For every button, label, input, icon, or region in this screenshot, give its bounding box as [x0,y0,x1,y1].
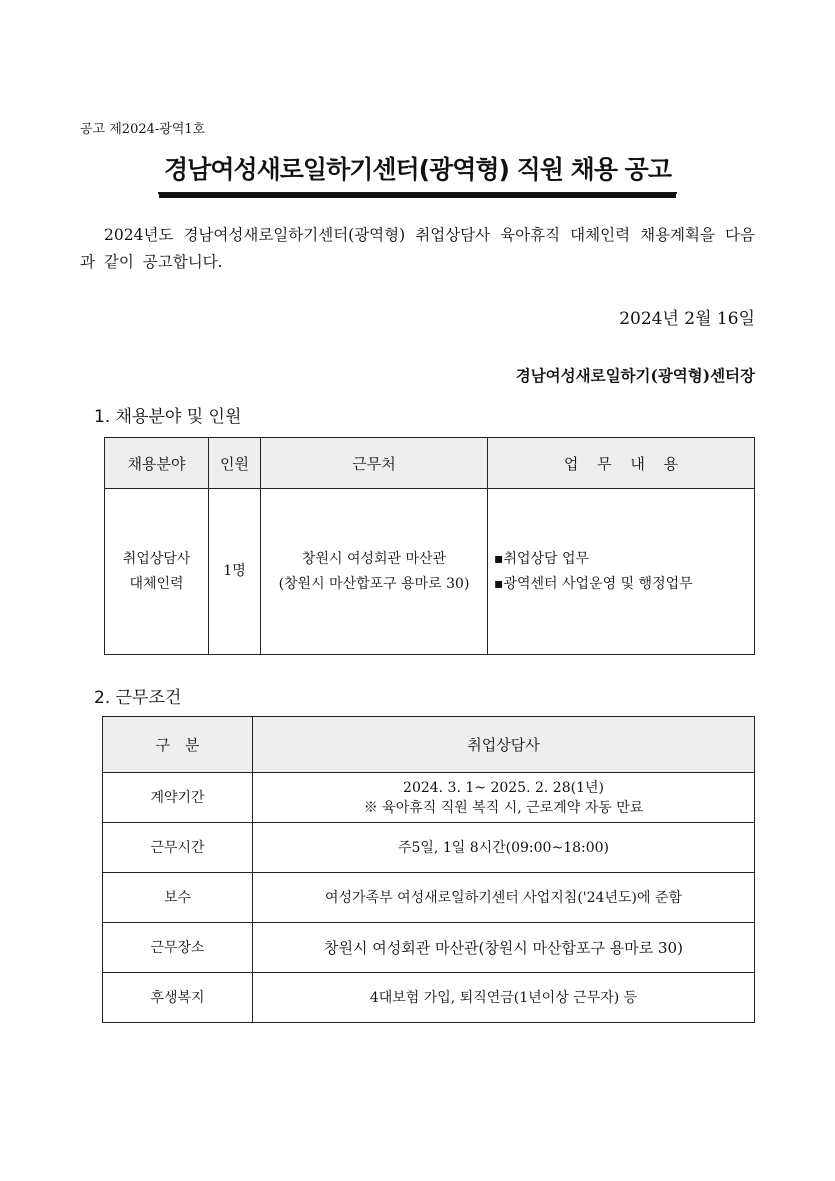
conditions-row [103,773,755,823]
header-workplace: 근무처 [261,438,488,489]
notice-number: 공고 제2024-광역1호 [80,122,206,137]
workplace-line-2: (창원시 마산합포구 용마로 30) [278,575,470,592]
signer: 경남여성새로일하기(광역형)센터장 [515,366,755,385]
notice-date: 2024년 2월 16일 [619,309,755,329]
field-line-2: 대체인력 [129,575,184,592]
cell-field [105,489,209,655]
duty-item: ▪취업상담 업무 [494,550,590,567]
row-value: 창원시 여성회관 마산관(창원시 마산합포구 용마로 30) [253,923,755,973]
cell-workplace [261,489,488,655]
recruitment-row [105,489,755,655]
conditions-row [103,973,755,1023]
workplace-line-1: 창원시 여성회관 마산관 [301,550,447,567]
conditions-row [103,923,755,973]
conditions-row [103,873,755,923]
header-field: 채용분야 [105,438,209,489]
cell-duties [488,489,755,655]
intro-paragraph: 2024년도 경남여성새로일하기센터(광역형) 취업상담사 육아휴직 대체인력 채용계획을 다음과 같이 공고합니다. [80,226,755,271]
row-value [253,773,755,823]
header-duties: 업 무 내 용 [488,438,755,489]
header-category: 구 분 [103,717,253,773]
header-position: 취업상담사 [253,717,755,773]
section-2-heading: 2. 근무조건 [94,688,182,708]
row-label: 계약기간 [103,773,253,823]
header-count: 인원 [209,438,261,489]
field-line-1: 취업상담사 [122,550,191,567]
row-value: 4대보험 가입, 퇴직연금(1년이상 근무자) 등 [253,973,755,1023]
row-label: 보수 [103,873,253,923]
duty-item: ▪광역센터 사업운영 및 행정업무 [494,575,693,592]
conditions-table [102,716,755,1023]
row-label: 후생복지 [103,973,253,1023]
row-label: 근무시간 [103,823,253,873]
row-label: 근무장소 [103,923,253,973]
page-title: 경남여성새로일하기센터(광역형) 직원 채용 공고 [158,150,677,194]
recruitment-table-header [105,438,755,489]
conditions-row [103,823,755,873]
cell-count: 1명 [209,489,261,655]
recruitment-table [104,437,755,655]
section-1-heading: 1. 채용분야 및 인원 [94,407,242,427]
row-value: 여성가족부 여성새로일하기센터 사업지침('24년도)에 준함 [253,873,755,923]
page-title-wrapper [0,150,835,194]
row-value: 주5일, 1일 8시간(09:00~18:00) [253,823,755,873]
conditions-table-header [103,717,755,773]
value-line-2: ※ 육아휴직 직원 복직 시, 근로계약 자동 만료 [363,799,644,816]
value-line-1: 2024. 3. 1~ 2025. 2. 28(1년) [403,779,604,796]
